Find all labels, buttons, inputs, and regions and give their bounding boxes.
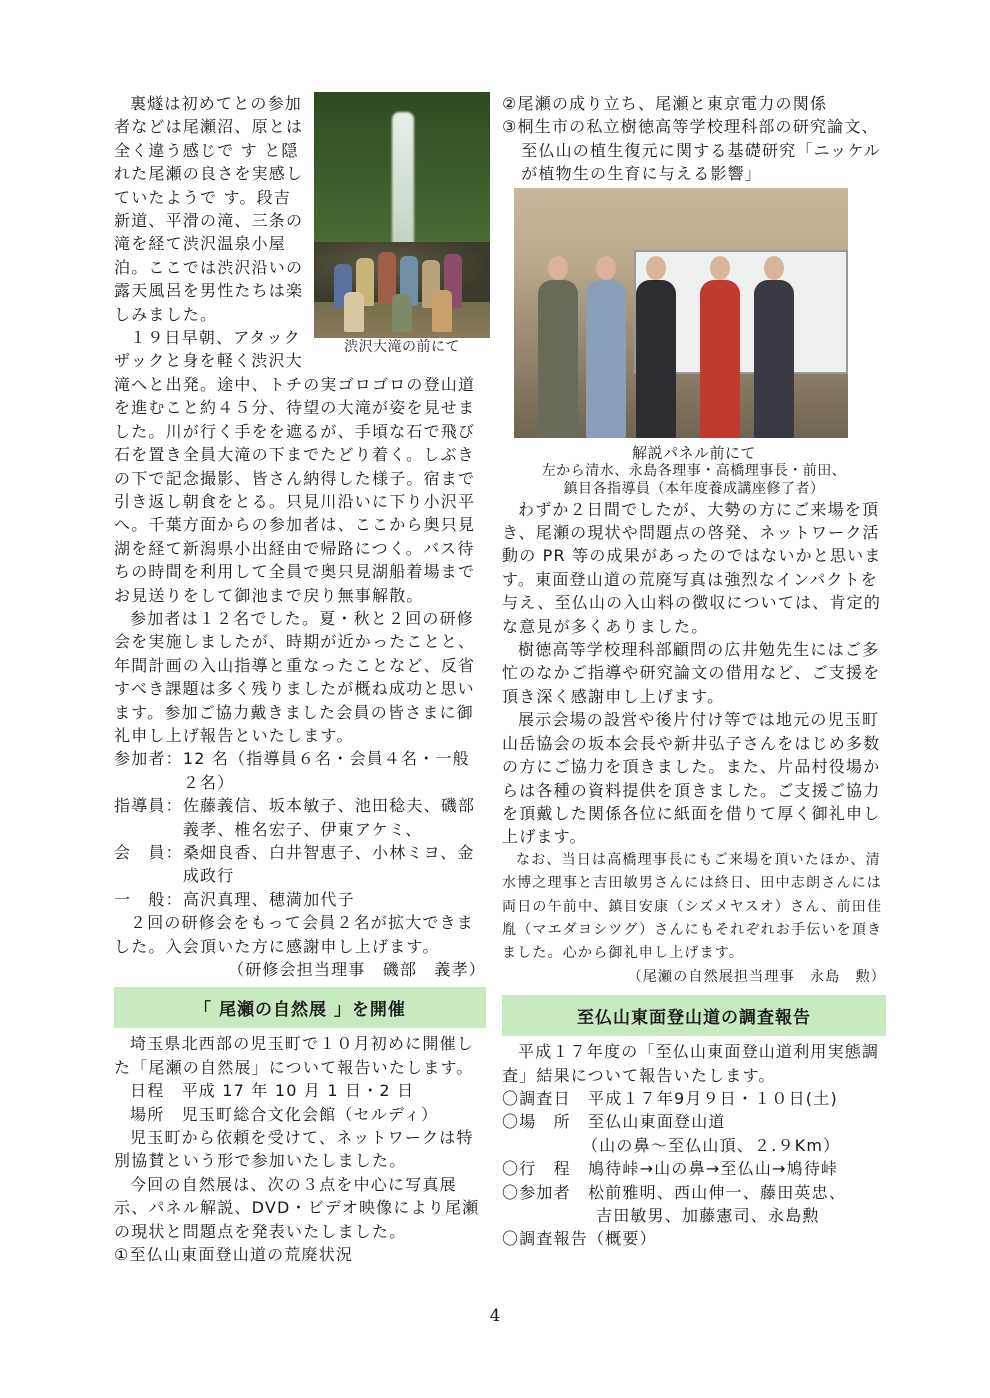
exhibition-schedule: 日程 平成 17 年 10 月 1 日・2 日 [130,1081,415,1101]
signature-2: （尾瀬の自然展担当理事 永島 勲） [627,968,886,985]
right-paragraph-4: なお、当日は高橋理事長にもご来場を頂いたほか、清水博之理事と吉田敏男さんには終日、田中志朗さんには両日の午前中、鎮目安康（シズメヤスオ）さん、前田佳胤（マエダヨシツグ）さんにもそれぞれお手伝いを頂きました。心から御礼申し上げます。 [502,851,883,962]
survey-row [502,1204,886,1227]
survey-label: 〇行 程 [502,1159,589,1179]
survey-row [502,1181,886,1204]
left-column [114,92,486,1267]
survey-label: 〇参加者 [502,1182,589,1202]
survey-row [502,1087,886,1110]
panel-photo [514,188,848,438]
participant-value: 12 名（指導員６名・会員４名・一般２名） [182,749,470,792]
left-paragraph-2: １９日早朝、アタックザックと身を軽く渋沢大滝へと出発。途中、トチの実ゴロゴロの登山道を進むこと約４５分、待望の大滝が姿を見せました。川が行く手をを遮るが、手頃な石で飛び石を置き全員大滝の下までたどり着く。しぶきの下で記念撮影、皆さん納得した様子。宿まで引き返し朝食をとる。只見川沿いに下り小沢平へ。千葉方面からの参加者は、ここから奥只見湖を経て新潟県小出経由で帰路につく。バス待ちの時間を利用して全員で奥只見湖船着場までお見送りをして御池まで戻り無事解散。 [114,328,476,605]
left-paragraph-5: 埼玉県北西部の児玉町で１０月初めに開催した「尾瀬の自然展」について報告いたします。 [114,1034,475,1077]
participant-label: 参加者： [114,749,183,769]
photo2-subcaption-1: 左から清水、永島各理事・高橋理事長・前田、 [541,462,847,479]
right-paragraph-5: 平成１７年度の「至仏山東面登山道利用実態調査」結果について報告いたします。 [502,1042,880,1085]
survey-label: 〇場 所 [502,1112,589,1132]
shibusawa-falls-photo-figure [314,92,490,358]
survey-value: （山の鼻～至仏山頂、２.９Km） [582,1135,841,1155]
intro-block [114,92,486,355]
participant-label: 指導員： [114,796,183,816]
survey-value: 平成１７年9月９日・１０日(土) [588,1088,838,1108]
left-paragraph-4: ２回の研修会をもって会員２名が拡大できました。入会頂いた方に感謝申し上げます。 [114,913,475,956]
participant-row [114,747,486,794]
left-paragraph-3: 参加者は１２名でした。夏・秋と２回の研修会を実施しましたが、時期が近かったことと、年間計画の入山指導と重なったことなど、反省すべき課題は多く残りましたが概ね成功と思います。参加ご協力戴きました会員の皆さまに御礼申し上げ報告といたします。 [114,608,476,745]
survey-value [657,1227,886,1250]
right-column [502,92,886,1251]
survey-value: 吉田敏男、加藤憲司、永島勲 [596,1206,820,1225]
participant-row [114,888,486,911]
survey-row [502,1110,886,1133]
participant-label: 会 員： [114,843,183,862]
exhibition-point-3: ③桐生市の私立樹徳高等学校理科部の研究論文、至仏山の植生復元に関する基礎研究「ニッケルが植物生の生育に与える影響」 [502,117,881,184]
photo2-subcaption-2: 鎮目各指導員（本年度養成講座修了者） [563,480,825,497]
participant-value: 佐藤義信、坂本敏子、池田稔夫、磯部義孝、椎名宏子、伊東アケミ、 [182,796,476,839]
intro-paragraph: 裏燧は初めてとの参加者などは尾瀬沼、原とは全く違う感じで す と隠れた尾瀬の良さを実感していたようで す。段吉新道、平滑の滝、三条の滝を経て渋沢温泉小屋泊。ここでは渋沢沿いの露天風呂を男性たちは楽しみました。 [114,94,304,324]
section-heading-nature-exhibition: 「 尾瀬の自然展 」を開催 [114,987,486,1028]
participant-row [114,841,486,888]
participant-label: 一 般： [114,889,183,909]
survey-value: 松前雅明、西山伸一、藤田英忠、 [588,1182,847,1202]
shibusawa-falls-photo [314,92,490,338]
survey-row [502,1157,886,1180]
participant-value: 桑畑良香、白井智恵子、小林ミヨ、金成政行 [182,843,475,886]
survey-value: 至仏山東面登山道 [588,1112,726,1132]
exhibition-venue: 場所 児玉町総合文化会館（セルディ） [130,1104,439,1124]
participant-row [114,794,486,841]
right-paragraph-2: 樹徳高等学校理科部顧問の広井勉先生にはご多忙のなかご指導や研究論文の借用など、ご支援を頂き深く感謝申し上げます。 [502,640,881,706]
signature-1: （研修会担当理事 磯部 義孝） [227,960,486,980]
survey-row [502,1227,886,1250]
right-paragraph-3: 展示会場の設営や後片付け等では地元の児玉町山岳協会の坂本会長や新井弘子さんをはじめ多数の方にご協力を頂きました。また、片品村役場からは各種の資料提供を頂きました。ご支援ご協力を頂戴した関係各位に紙面を借りて厚く御礼申し上げます。 [502,710,881,847]
participants-list [114,747,486,911]
participant-value: 高沢真理、穂満加代子 [182,889,355,909]
left-paragraph-7: 今回の自然展は、次の３点を中心に写真展示、パネル解説、DVD・ビデオ映像により尾瀬の現状と問題点を発表いたしました。 [114,1174,480,1241]
photo2-caption: 解説パネル前にて [631,443,756,462]
right-paragraph-1: わずか２日間でしたが、大勢の方にご来場を頂き、尾瀬の現状や問題点の啓発、ネットワーク活動の PR 等の成果があったのではないかと思います。東面登山道の荒廃写真は強烈なインパクトを与え、至仏山の入山料の徴収については、肯定的な意見が多くありました。 [502,499,882,636]
survey-row [502,1134,886,1157]
page-number: 4 [489,1306,501,1326]
exhibition-point-2: ②尾瀬の成り立ち、尾瀬と東京電力の関係 [502,94,828,113]
survey-value: 鳩待峠→山の鼻→至仏山→鳩待峠 [588,1159,839,1179]
left-paragraph-6: 児玉町から依頼を受けて、ネットワークは特別協賛という形で参加いたしました。 [114,1128,474,1171]
survey-label: 〇調査日 [502,1088,589,1108]
survey-list [502,1087,886,1251]
exhibition-point-1: ①至仏山東面登山道の荒廃状況 [114,1245,354,1265]
section-heading-survey-report: 至仏山東面登山道の調査報告 [502,995,886,1036]
survey-label: 〇調査報告（概要） [502,1229,657,1249]
photo1-caption: 渋沢大滝の前にて [344,339,460,355]
